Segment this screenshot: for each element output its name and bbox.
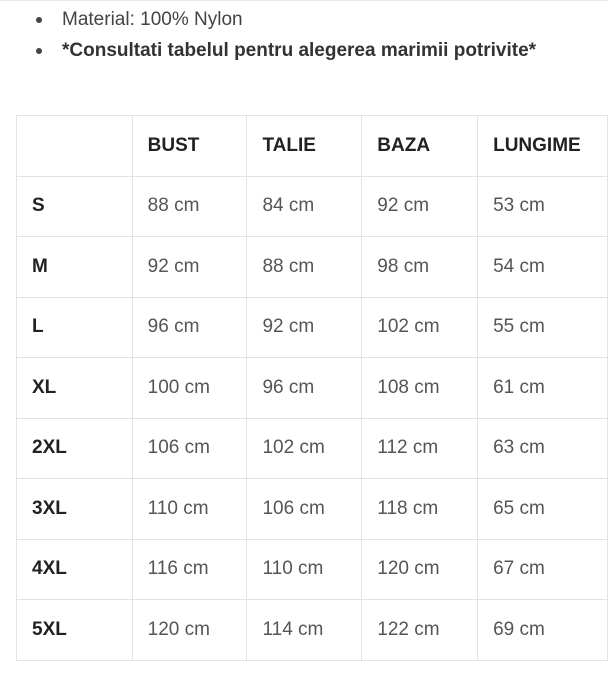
table-row [17,237,608,298]
baza-value: 102 cm [362,297,478,358]
baza-value: 118 cm [362,479,478,540]
talie-value: 102 cm [247,418,362,479]
bust-value: 110 cm [132,479,247,540]
table-row [17,600,608,661]
talie-value: 88 cm [247,237,362,298]
size-label: 5XL [17,600,133,661]
table-row [17,418,608,479]
header-baza: BAZA [362,116,478,177]
bust-value: 92 cm [132,237,247,298]
talie-value: 84 cm [247,176,362,237]
talie-value: 110 cm [247,539,362,600]
baza-value: 92 cm [362,176,478,237]
header-corner [17,116,133,177]
bust-value: 100 cm [132,358,247,419]
size-label: L [17,297,133,358]
lungime-value: 65 cm [478,479,608,540]
lungime-value: 55 cm [478,297,608,358]
top-divider [0,0,608,1]
size-label: 4XL [17,539,133,600]
bust-value: 120 cm [132,600,247,661]
header-lungime: LUNGIME [478,116,608,177]
bullet-material [36,4,536,35]
bullet-dot-icon [36,17,42,23]
talie-value: 114 cm [247,600,362,661]
bullet-size-note [36,35,536,66]
size-label: S [17,176,133,237]
baza-value: 98 cm [362,237,478,298]
table-row [17,539,608,600]
bust-value: 96 cm [132,297,247,358]
talie-value: 96 cm [247,358,362,419]
bust-value: 88 cm [132,176,247,237]
lungime-value: 69 cm [478,600,608,661]
lungime-value: 61 cm [478,358,608,419]
baza-value: 108 cm [362,358,478,419]
baza-value: 112 cm [362,418,478,479]
size-label: 3XL [17,479,133,540]
baza-value: 122 cm [362,600,478,661]
size-note-text: *Consultati tabelul pentru alegerea marimii potrivite* [62,40,537,61]
size-label: M [17,237,133,298]
bust-value: 106 cm [132,418,247,479]
table-row [17,479,608,540]
size-chart-table [16,115,608,661]
lungime-value: 53 cm [478,176,608,237]
bullet-dot-icon [36,48,42,54]
size-label: 2XL [17,418,133,479]
lungime-value: 54 cm [478,237,608,298]
talie-value: 92 cm [247,297,362,358]
table-header-row [17,116,608,177]
product-details-list [36,4,536,66]
baza-value: 120 cm [362,539,478,600]
header-talie: TALIE [247,116,362,177]
header-bust: BUST [132,116,247,177]
lungime-value: 67 cm [478,539,608,600]
material-text: Material: 100% Nylon [62,9,243,30]
bust-value: 116 cm [132,539,247,600]
talie-value: 106 cm [247,479,362,540]
table-row [17,176,608,237]
table-row [17,358,608,419]
size-label: XL [17,358,133,419]
table-row [17,297,608,358]
lungime-value: 63 cm [478,418,608,479]
